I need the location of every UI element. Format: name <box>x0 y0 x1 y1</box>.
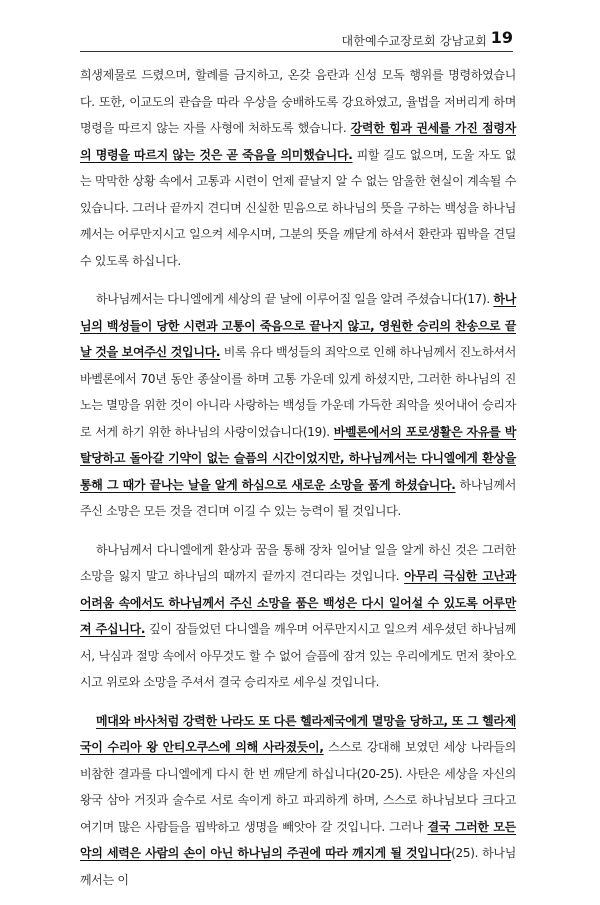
paragraph-text: 스스로 강대해 보였던 세상 나라들의 비참한 결과를 다니엘에게 다시 한 번 깨닫게 하십니다(20-25). 사탄은 세상을 자신의 왕국 삼아 거짓과 술수로 서로 속이게 하고 파괴하게 하며, 스스로 하나님보다 크다고 여기며 많은 사람들을 핍박하고 생명을 빼앗아 갈 것입니다. 그러나 <box>80 740 516 834</box>
header-divider <box>80 51 513 52</box>
emphasized-text: 아무리 극심한 고난과 어려움 속에서도 하나님께서 주신 소망을 품은 백성은 다시 일어설 수 있도록 어루만져 주십니다. <box>80 569 516 636</box>
emphasized-text: 결국 그러한 모든 악의 세력은 사람의 손이 아닌 하나님의 주권에 따라 깨지게 될 것입니다 <box>80 819 516 860</box>
church-name: 대한예수교장로회 강남교회 <box>341 34 487 48</box>
paragraph-text: 희생제물로 드렸으며, 할례를 금지하고, 온갖 음란과 신성 모독 행위를 명령하였습니다. 또한, 이교도의 관습을 따라 우상을 숭배하도록 강요하였고, 율법을 저버리게 하며 명령을 따르지 않는 자를 사형에 처하도록 했습니다. <box>80 68 516 135</box>
emphasized-text: 바벨론에서의 포로생활은 자유를 박탈당하고 돌아갈 기약이 없는 슬픔의 시간이었지만, 하나님께서는 다니엘에게 환상을 통해 그 때가 끝나는 날을 알게 하심으로 새로운 소망을 품게 하셨습니다. <box>80 424 517 492</box>
paragraph-text: 하나님께서 주신 소망은 모든 것을 견디며 이길 수 있는 능력이 될 것입니다. <box>80 477 516 518</box>
paragraph-1 <box>80 62 516 274</box>
page-header <box>80 26 513 52</box>
paragraph-3 <box>80 537 516 696</box>
paragraph-text: 하나님께서 다니엘에게 환상과 꿈을 통해 장차 일어날 일을 알게 하신 것은 그러한 소망을 잃지 말고 하나님의 때까지 끝까지 견디라는 것입니다. <box>80 542 516 583</box>
page-number: 19 <box>490 28 513 47</box>
paragraph-text: 비록 유다 백성들의 죄악으로 인해 하나님께서 진노하셔서 바벨론에서 70년 동안 종살이를 하며 고통 가운데 있게 하셨지만, 그러한 하나님의 진노는 멸망을 위한 것이 아니라 사랑하는 백성들 가운데 가득한 죄악을 씻어내어 승리자로 서게 하기 위한 하나님의 사랑이었습니다(19). <box>80 345 516 439</box>
paragraph-2 <box>80 286 516 525</box>
emphasized-text: 하나님의 백성들이 당한 시련과 고통이 죽음으로 끝나지 않고, 영원한 승리의 찬송으로 끝날 것을 보여주신 것입니다. <box>80 292 516 359</box>
page-body <box>80 62 516 905</box>
emphasized-text: 메대와 바사처럼 강력한 나라도 또 다른 헬라제국에게 멸망을 당하고, 또 그 헬라제국이 수리아 왕 안티오쿠스에 의해 사라졌듯이, <box>80 713 516 754</box>
paragraph-text: (25). 하나님께서는 이 <box>80 846 517 887</box>
paragraph-text: 피할 길도 없으며, 도울 자도 없는 막막한 상황 속에서 고통과 시련이 언제 끝날지 알 수 없는 암울한 현실이 계속될 수 있습니다. 그러나 끝까지 견디며 신실한 믿음으로 하나님의 뜻을 구하는 백성을 하나님께서는 어루만지시고 일으켜 세우시며, 그분의 뜻을 깨닫게 하셔서 환란과 핍박을 견딜 수 있도록 하십니다. <box>80 147 516 268</box>
paragraph-4 <box>80 708 516 894</box>
paragraph-text: 하나님께서는 다니엘에게 세상의 끝 날에 이루어질 일을 알려 주셨습니다(17). <box>96 292 494 306</box>
paragraph-text: 깊이 잠들었던 다니엘을 깨우며 어루만지시고 일으켜 세우셨던 하나님께서, 낙심과 절망 속에서 아무것도 할 수 없어 슬픔에 잠겨 있는 우리에게도 먼저 찾아오시고 위로와 소망을 주셔서 결국 승리자로 세우실 것입니다. <box>80 622 516 689</box>
emphasized-text: 강력한 힘과 권세를 가진 점령자의 명령을 따르지 않는 것은 곧 죽음을 의미했습니다. <box>80 121 517 162</box>
